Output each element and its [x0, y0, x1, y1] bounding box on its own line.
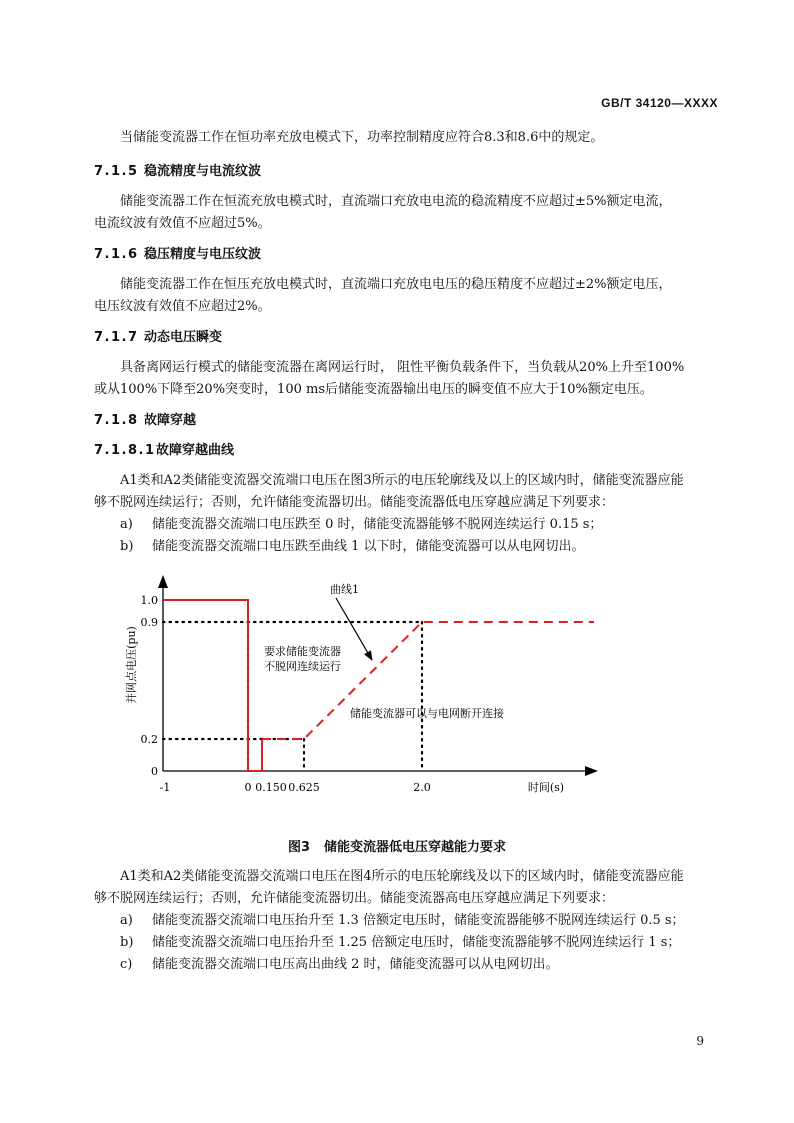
section-number: 7.1.6 — [94, 247, 139, 262]
x-axis-label: 时间(s) — [527, 781, 565, 794]
section-title: 故障穿越 — [144, 413, 197, 428]
section-number: 7.1.5 — [94, 164, 139, 179]
section-title: 动态电压瞬变 — [144, 330, 223, 345]
curve-pointer — [336, 598, 372, 660]
heading-7-1-8-1 — [94, 441, 234, 461]
x-axis-arrow-icon — [585, 766, 598, 776]
voltage-profile-series-line — [163, 600, 262, 771]
section-title: 故障穿越曲线 — [156, 443, 235, 458]
y-axis-arrow-icon — [158, 575, 168, 588]
standard-number: GB/T 34120—XXXX — [601, 96, 718, 110]
section-number: 7.1.7 — [94, 330, 139, 345]
list-item-hvrt-c — [120, 954, 559, 976]
section-title: 稳压精度与电压纹波 — [144, 247, 262, 262]
paragraph-current-line-1: 储能变流器工作在恒流充放电模式时，直流端口充放电电流的稳流精度不应超过±5%额定电流， — [120, 194, 672, 209]
curve-label: 曲线1 — [330, 583, 359, 596]
y-axis-label: 并网点电压(pu) — [125, 626, 138, 704]
x-tick-label: 0.150 — [255, 781, 287, 794]
figure-title: 储能变流器低电压穿越能力要求 — [324, 840, 507, 855]
list-item-hvrt-b — [120, 932, 680, 954]
paragraph-voltage-line-2: 电压纹波有效值不应超过2%。 — [94, 299, 271, 314]
list-marker: a) — [120, 913, 133, 928]
list-text: 储能变流器交流端口电压跌至曲线 1 以下时，储能变流器可以从电网切出。 — [152, 539, 585, 554]
list-item-hvrt-a — [120, 910, 685, 932]
figure-number: 图3 — [287, 840, 311, 855]
figure-caption — [0, 836, 794, 855]
list-marker: b) — [120, 539, 134, 554]
y-tick-label: 0.9 — [140, 616, 158, 629]
paragraph-hvrt-line-2: 够不脱网连续运行；否则，允许储能变流器切出。储能变流器高电压穿越应满足下列要求： — [94, 891, 615, 906]
paragraph-hvrt-line-1: A1类和A2类储能变流器交流端口电压在图4所示的电压轮廓线及以下的区域内时，储能变流器应能 — [120, 869, 684, 884]
list-text: 储能变流器交流端口电压抬升至 1.25 倍额定电压时，储能变流器能够不脱网连续运行 1 s； — [152, 935, 681, 950]
list-text: 储能变流器交流端口电压跌至 0 时，储能变流器能够不脱网连续运行 0.15 s； — [152, 517, 603, 532]
list-text: 储能变流器交流端口电压高出曲线 2 时，储能变流器可以从电网切出。 — [152, 957, 559, 972]
list-text: 储能变流器交流端口电压抬升至 1.3 倍额定电压时，储能变流器能够不脱网连续运行 0.5 s； — [152, 913, 685, 928]
x-tick-label: -1 — [159, 781, 171, 794]
region-above-line-1: 要求储能变流器 — [264, 645, 341, 658]
paragraph-current-line-2: 电流纹波有效值不应超过5%。 — [94, 216, 271, 231]
x-tick-label: 0.625 — [288, 781, 320, 794]
paragraph-lvrt-line-1: A1类和A2类储能变流器交流端口电压在图3所示的电压轮廓线及以上的区域内时，储能变流器应能 — [120, 473, 684, 488]
list-marker: c) — [120, 957, 133, 972]
list-item-lvrt-a — [120, 514, 602, 536]
y-tick-label: 0.2 — [140, 733, 158, 746]
paragraph-dynamic-line-2: 或从100%下降至20%突变时，100 ms后储能变流器输出电压的瞬变值不应大于10%额定电压。 — [94, 382, 653, 397]
x-tick-label: 2.0 — [413, 781, 431, 794]
heading-7-1-5 — [94, 162, 261, 182]
paragraph-power-mode: 当储能变流器工作在恒功率充放电模式下，功率控制精度应符合8.3和8.6中的规定。 — [120, 130, 604, 145]
heading-7-1-8 — [94, 411, 196, 431]
region-above-line-2: 不脱网连续运行 — [264, 660, 341, 673]
list-marker: a) — [120, 517, 133, 532]
section-number: 7.1.8 — [94, 413, 139, 428]
x-tick-label: 0 — [244, 781, 252, 794]
list-marker: b) — [120, 935, 134, 950]
list-item-lvrt-b — [120, 536, 585, 558]
section-title: 稳流精度与电流纹波 — [144, 164, 262, 179]
y-tick-label: 1.0 — [140, 594, 158, 607]
heading-7-1-7 — [94, 328, 222, 348]
y-tick-label: 0 — [151, 765, 158, 778]
lvrt-chart — [0, 570, 794, 806]
paragraph-lvrt-line-2: 够不脱网连续运行；否则，允许储能变流器切出。储能变流器低电压穿越应满足下列要求： — [94, 495, 615, 510]
page-number: 9 — [696, 1034, 704, 1048]
paragraph-dynamic-line-1: 具备离网运行模式的储能变流器在离网运行时， 阻性平衡负载条件下，当负载从20%上升至100% — [120, 360, 685, 375]
curve-1-series-line — [262, 622, 594, 739]
section-number: 7.1.8.1 — [94, 443, 156, 458]
region-below: 储能变流器可以与电网断开连接 — [350, 707, 504, 720]
paragraph-voltage-line-1: 储能变流器工作在恒压充放电模式时，直流端口充放电电压的稳压精度不应超过±2%额定电压， — [120, 277, 672, 292]
heading-7-1-6 — [94, 245, 261, 265]
